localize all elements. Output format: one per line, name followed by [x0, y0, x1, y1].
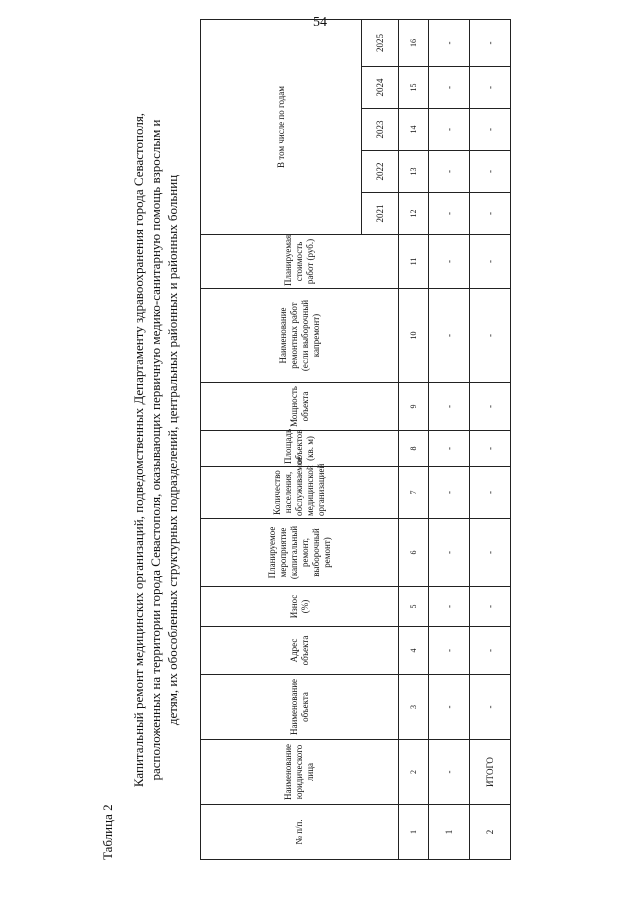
table-cell: -	[429, 627, 470, 675]
header-cell: Площадь объектов (кв. м)	[201, 431, 399, 467]
table-cell: -	[429, 109, 470, 151]
column-number: 11	[399, 235, 429, 289]
table-cell: -	[429, 193, 470, 235]
table-cell: -	[470, 235, 511, 289]
table-row	[470, 19, 511, 859]
table-cell: -	[429, 740, 470, 805]
column-number: 10	[399, 289, 429, 383]
table-cell: -	[470, 383, 511, 431]
column-number: 9	[399, 383, 429, 431]
title-line: Капитальный ремонт медицинских организаций, подведомственных Департаменту здравоохранения города Севастополя,	[131, 112, 146, 788]
years-group-header: В том числе по годам	[201, 19, 362, 234]
header-cell: Адрес объекта	[201, 627, 399, 675]
header-cell: Планируемое мероприятие (капитальный ремонт, выборочный ремонт)	[201, 519, 399, 587]
table-cell: -	[429, 151, 470, 193]
rotated-content	[100, 34, 540, 860]
column-number: 7	[399, 467, 429, 519]
table-cell: -	[429, 383, 470, 431]
table-cell: -	[470, 151, 511, 193]
column-number: 8	[399, 431, 429, 467]
year-cell: 2022	[362, 151, 399, 193]
table-cell: 2	[470, 805, 511, 860]
column-number: 14	[399, 109, 429, 151]
table-cell: -	[470, 467, 511, 519]
year-cell: 2023	[362, 109, 399, 151]
year-cell: 2024	[362, 67, 399, 109]
column-number: 4	[399, 627, 429, 675]
column-number: 3	[399, 675, 429, 740]
table-cell: -	[470, 19, 511, 66]
year-cell: 2025	[362, 19, 399, 66]
column-number: 13	[399, 151, 429, 193]
table-title	[130, 40, 181, 860]
title-line: расположенных на территории города Севастополя, оказывающих первичную медико-санитарную помощь взрослым и	[148, 119, 163, 781]
table-row	[429, 19, 470, 859]
table-cell: ИТОГО	[470, 740, 511, 805]
header-cell: Наименование ремонтных работ (если выборочный капремонт)	[201, 289, 399, 383]
table-cell: -	[429, 289, 470, 383]
column-number: 5	[399, 587, 429, 627]
header-cell: Планируемая стоимость работ (руб.)	[201, 235, 399, 289]
column-number: 1	[399, 805, 429, 860]
table-cell: -	[470, 193, 511, 235]
column-number-row	[399, 19, 429, 859]
table-label: Таблица 2	[100, 804, 115, 860]
header-cell: Количество населения, обслуживаемое медицинской организацией	[201, 467, 399, 519]
table-cell: -	[429, 587, 470, 627]
header-cell: Мощность объекта	[201, 383, 399, 431]
column-number: 12	[399, 193, 429, 235]
table-cell: -	[429, 675, 470, 740]
table-cell: -	[470, 67, 511, 109]
column-number: 16	[399, 19, 429, 66]
table-cell: -	[429, 467, 470, 519]
table-cell: -	[470, 109, 511, 151]
year-cell: 2021	[362, 193, 399, 235]
column-number: 6	[399, 519, 429, 587]
table-cell: -	[470, 431, 511, 467]
table-cell: -	[470, 519, 511, 587]
table-cell: -	[429, 67, 470, 109]
header-cell: Наименование юридического лица	[201, 740, 399, 805]
header-cell: Наименование объекта	[201, 675, 399, 740]
table-cell: 1	[429, 805, 470, 860]
table-cell: -	[470, 289, 511, 383]
header-cell: № п/п.	[201, 805, 399, 860]
capital-repair-table	[200, 19, 511, 860]
column-number: 2	[399, 740, 429, 805]
table-cell: -	[429, 19, 470, 66]
table-cell: -	[470, 675, 511, 740]
header-cell: Износ (%)	[201, 587, 399, 627]
table-cell: -	[429, 519, 470, 587]
table-cell: -	[429, 235, 470, 289]
table-cell: -	[470, 627, 511, 675]
table-cell: -	[429, 431, 470, 467]
column-number: 15	[399, 67, 429, 109]
header-row	[201, 19, 362, 859]
table-cell: -	[470, 587, 511, 627]
title-line: детям, их обособленных структурных подразделений, центральных районных и районных больниц	[165, 174, 180, 726]
page-number: 54	[313, 15, 327, 30]
